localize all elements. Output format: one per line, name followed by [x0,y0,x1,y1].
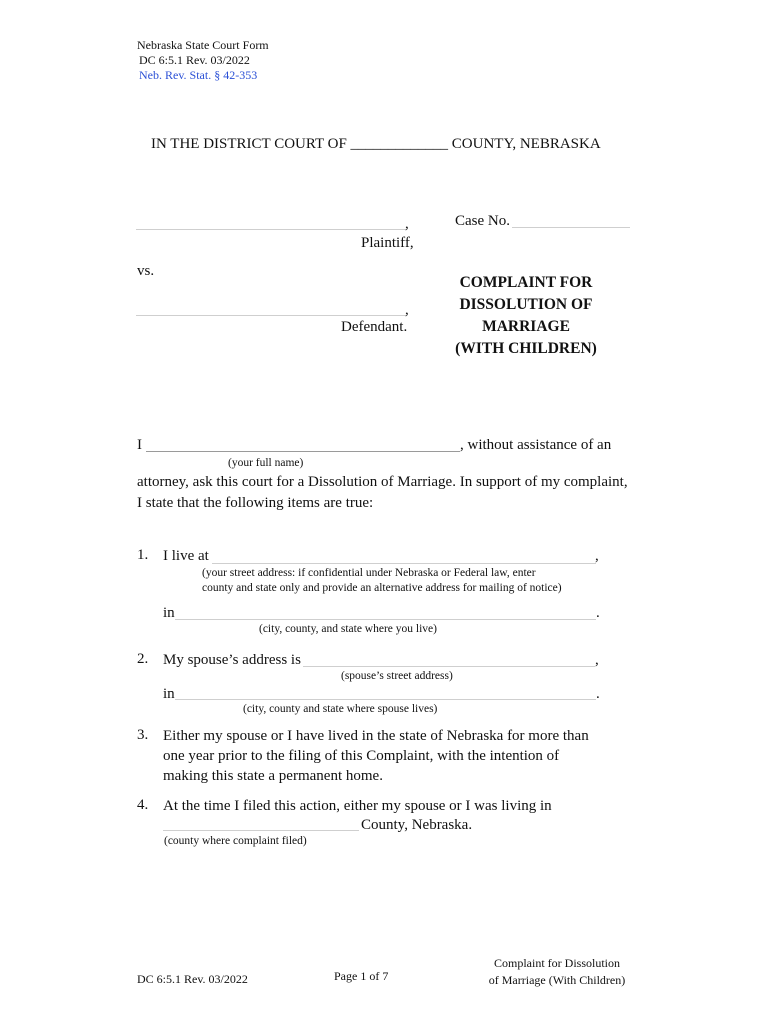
item-1-number: 1. [137,547,149,563]
plaintiff-label: Plaintiff, [361,235,414,251]
item-1-comma: , [595,548,599,564]
footer-title [486,955,628,989]
item-3-line-1: Either my spouse or I have lived in the state of Nebraska for more than [163,728,589,744]
plaintiff-name-line[interactable] [136,229,406,230]
item-1-live-at: I live at [163,548,209,564]
form-name: Nebraska State Court Form [137,38,269,52]
form-code: DC 6:5.1 Rev. 03/2022 [139,53,250,67]
item-1-hint-3: (city, county, and state where you live) [259,623,437,635]
spouse-city-line[interactable] [175,699,596,700]
title-line-1: COMPLAINT FOR [459,274,593,291]
item-2-hint-2: (city, county and state where spouse lives) [243,703,438,715]
footer-title-line-2: of Marriage (With Children) [488,973,626,987]
title-line-3: MARRIAGE [482,318,570,335]
footer-code: DC 6:5.1 Rev. 03/2022 [137,972,248,986]
full-name-line[interactable] [146,451,460,452]
defendant-label: Defendant. [341,319,408,335]
item-2-in: in [163,686,175,702]
item-4-line-1: At the time I filed this action, either my spouse or I was living in [163,798,552,814]
item-3-line-3: making this state a permanent home. [163,768,383,784]
item-1-hint-1: (your street address: if confidential under Nebraska or Federal law, enter [202,567,536,579]
spouse-street-line[interactable] [303,666,595,667]
item-4-county-nebraska: County, Nebraska. [361,817,473,833]
intro-line-3: I state that the following items are true: [137,495,374,511]
plaintiff-comma: , [405,216,409,232]
street-address-line[interactable] [212,563,596,564]
item-2-spouse-address: My spouse’s address is [163,652,301,668]
item-2-period: . [596,686,600,702]
county-filed-line[interactable] [163,830,359,831]
defendant-name-line[interactable] [136,315,406,316]
title-line-2: DISSOLUTION OF [459,296,593,313]
intro-without: , without assistance of an [460,437,612,453]
case-no-line[interactable] [512,227,630,228]
intro-line-2: attorney, ask this court for a Dissolution of Marriage. In support of my complaint, [137,474,628,490]
item-2-hint-1: (spouse’s street address) [341,670,453,682]
case-no-label: Case No. [455,213,510,229]
title-line-4: (WITH CHILDREN) [455,340,597,357]
item-4-hint: (county where complaint filed) [164,835,307,847]
intro-i: I [137,437,142,453]
item-3-line-2: one year prior to the filing of this Complaint, with the intention of [163,748,560,764]
document-title [445,272,607,360]
item-3-number: 3. [137,727,149,743]
versus-label: vs. [137,263,155,279]
footer-title-line-1: Complaint for Dissolution [494,956,620,970]
defendant-comma: , [405,302,409,318]
item-2-comma: , [595,652,599,668]
item-1-period: . [596,605,600,621]
city-county-state-line[interactable] [175,619,596,620]
item-4-number: 4. [137,797,149,813]
court-heading: IN THE DISTRICT COURT OF _____________ COUNTY, NEBRASKA [151,136,601,152]
item-1-in: in [163,605,175,621]
item-1-hint-2: county and state only and provide an alternative address for mailing of notice) [202,582,562,594]
statute-link[interactable]: Neb. Rev. Stat. § 42-353 [139,68,258,82]
item-2-number: 2. [137,651,149,667]
full-name-hint: (your full name) [228,457,304,469]
footer-page-number: Page 1 of 7 [334,969,389,983]
